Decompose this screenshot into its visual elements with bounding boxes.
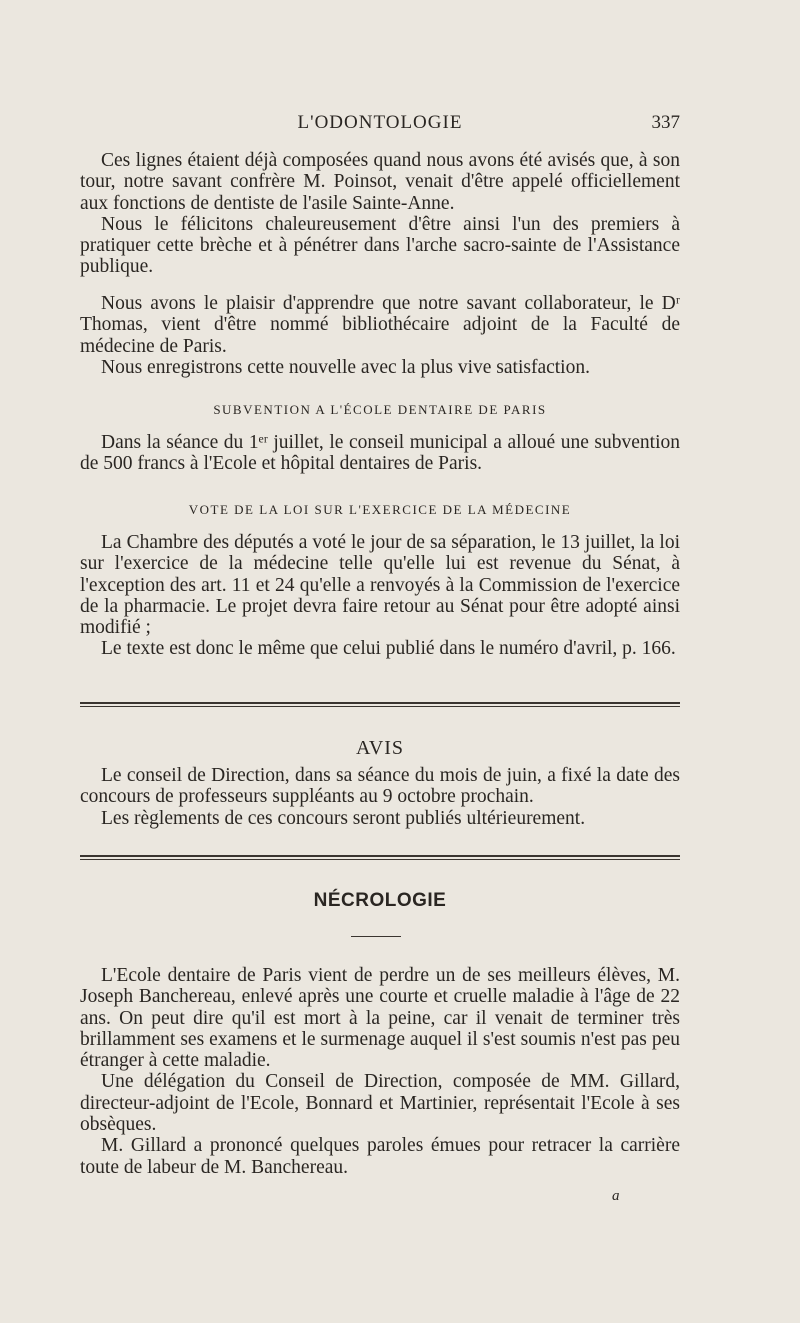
paragraph: Dans la séance du 1ᵉʳ juillet, le conseil municipal a alloué une subvention de 500 francs à l'Ecole et hôpital dentaires de Paris.	[80, 432, 680, 475]
paragraph: Nous avons le plaisir d'apprendre que notre savant collaborateur, le Dʳ Thomas, vient d'être nommé bibliothécaire adjoint de la Faculté de médecine de Paris.	[80, 293, 680, 357]
intro-section	[80, 150, 680, 278]
title-underline	[351, 936, 401, 937]
paragraph: Une délégation du Conseil de Direction, composée de MM. Gillard, directeur-adjoint de l'Ecole, Bonnard et Martinier, représentait l'Ecole à ses obsèques.	[80, 1071, 680, 1136]
paragraph: Nous enregistrons cette nouvelle avec la plus vive satisfaction.	[101, 356, 590, 378]
paragraph: La Chambre des députés a voté le jour de sa séparation, le 13 juillet, la loi sur l'exercice de la médecine telle qu'elle lui est revenue du Sénat, à l'exception des art. 11 et 24 qu'elle a renvoyés à la Commission de l'exercice de la pharmacie. Le projet devra faire retour au Sénat pour être adopté ainsi modifié ;	[80, 532, 680, 639]
necrologie-section	[80, 965, 680, 1178]
running-title: L'ODONTOLOGIE	[297, 112, 463, 133]
necrologie-title: NÉCROLOGIE	[313, 890, 447, 911]
vote-heading: VOTE DE LA LOI SUR L'EXERCICE DE LA MÉDECINE	[188, 502, 572, 517]
paragraph: M. Gillard a prononcé quelques paroles émues pour retracer la carrière toute de labeur de M. Banchereau.	[80, 1135, 680, 1178]
paragraph: L'Ecole dentaire de Paris vient de perdre un de ses meilleurs élèves, M. Joseph Banchereau, enlevé après une courte et cruelle maladie à l'âge de 22 ans. On peut dire qu'il est mort à la peine, car il venait de terminer très brillamment ses examens et le surmenage auquel il s'est soumis n'est pas peu étranger à cette maladie.	[80, 965, 680, 1072]
paragraph: Ces lignes étaient déjà composées quand nous avons été avisés que, à son tour, notre savant confrère M. Poinsot, venait d'être appelé officiellement aux fonctions de dentiste de l'asile Sainte-Anne.	[80, 150, 680, 214]
section-divider	[80, 855, 680, 860]
subvention-heading: SUBVENTION A L'ÉCOLE DENTAIRE DE PARIS	[213, 402, 547, 417]
avis-section	[80, 765, 680, 829]
paragraph: Les règlements de ces concours seront publiés ultérieurement.	[101, 807, 586, 829]
paragraph: Nous le félicitons chaleureusement d'être ainsi l'un des premiers à pratiquer cette brèche et à pénétrer dans l'arche sacro-sainte de l'Assistance publique.	[80, 213, 680, 278]
avis-title: AVIS	[355, 737, 405, 759]
vote-section	[80, 532, 680, 660]
paragraph: Le conseil de Direction, dans sa séance du mois de juin, a fixé la date des concours de professeurs suppléants au 9 octobre prochain.	[80, 765, 680, 808]
section-divider	[80, 702, 680, 707]
paragraph: Le texte est donc le même que celui publié dans le numéro d'avril, p. 166.	[101, 638, 676, 660]
thomas-section	[80, 293, 680, 378]
page-header	[80, 112, 680, 138]
page-number: 337	[651, 112, 680, 133]
signature-mark: a	[612, 1188, 620, 1204]
subvention-section	[80, 432, 680, 475]
